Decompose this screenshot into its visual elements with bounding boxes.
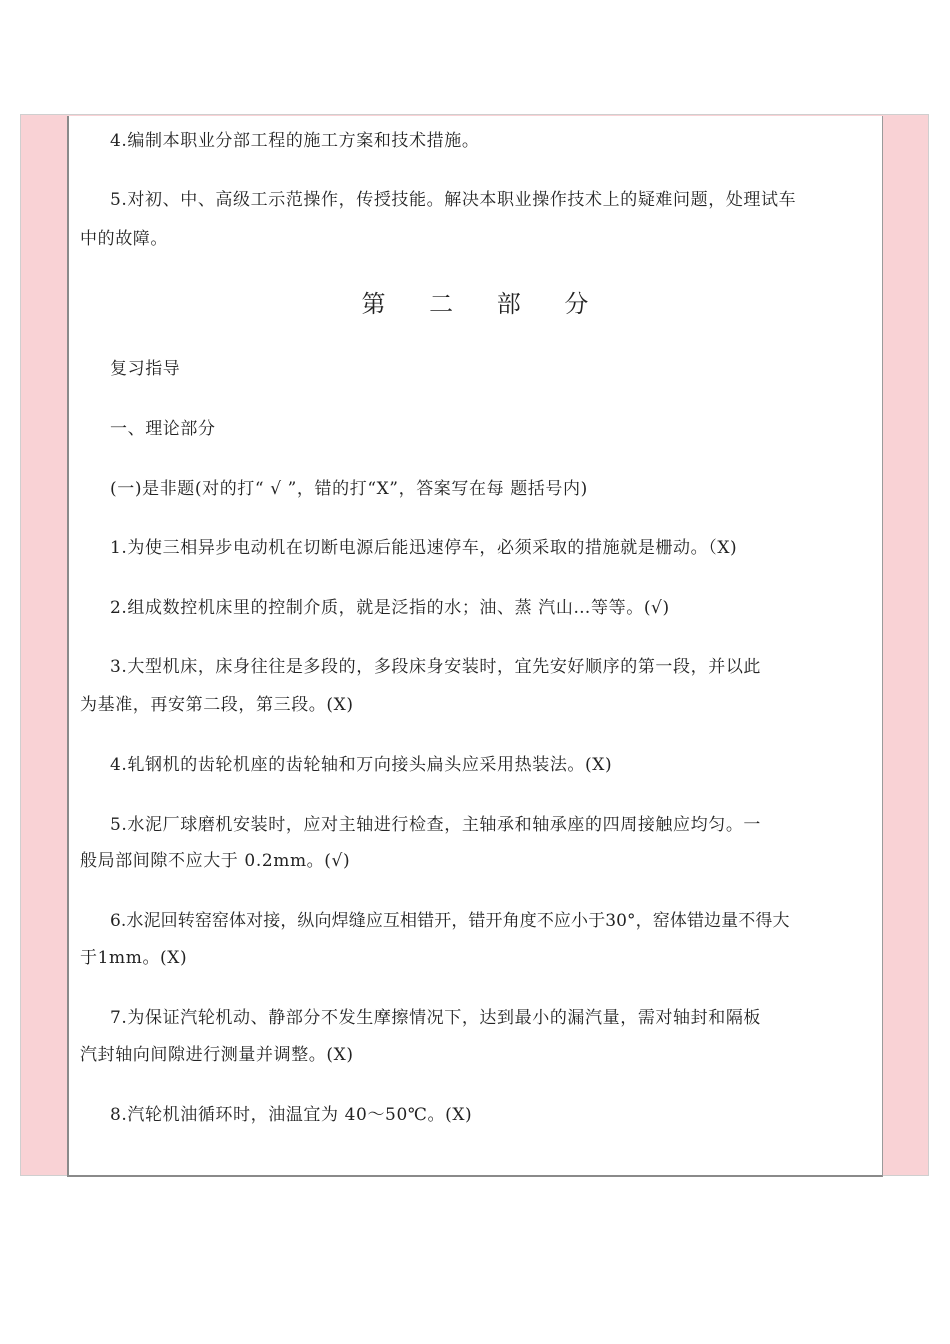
question-4: 4.轧钢机的齿轮机座的齿轮轴和万向接头扁头应采用热装法。(X) (110, 755, 613, 775)
theory-section-heading: 一、理论部分 (110, 419, 216, 439)
item-5-line-1: 5.对初、中、高级工示范操作，传授技能。解决本职业操作技术上的疑难问题，处理试车 (110, 190, 797, 210)
review-guide-heading: 复习指导 (110, 359, 181, 379)
question-8: 8.汽轮机油循环时，油温宜为 40～50℃。(X) (110, 1105, 473, 1125)
question-7-line-2: 汽封轴向间隙进行测量并调整。(X) (80, 1045, 354, 1065)
item-5-line-2: 中的故障。 (80, 229, 168, 249)
item-4: 4.编制本职业分部工程的施工方案和技术措施。 (110, 131, 480, 151)
question-2: 2.组成数控机床里的控制介质，就是泛指的水；油、蒸 汽山…等等。(√) (110, 598, 670, 618)
question-3-line-1: 3.大型机床，床身往往是多段的，多段床身安装时，宜先安好顺序的第一段，并以此 (110, 657, 762, 677)
question-3-line-2: 为基准，再安第二段，第三段。(X) (80, 695, 354, 715)
question-7-line-1: 7.为保证汽轮机动、静部分不发生摩擦情况下，达到最小的漏汽量，需对轴封和隔板 (110, 1008, 762, 1028)
question-1: 1.为使三相异步电动机在切断电源后能迅速停车，必须采取的措施就是栅动。（X) (110, 538, 738, 558)
question-5-line-1: 5.水泥厂球磨机安装时，应对主轴进行检查，主轴承和轴承座的四周接触应均匀。一 (110, 815, 762, 835)
question-6-line-1: 6.水泥回转窑窑体对接，纵向焊缝应互相错开，错开角度不应小于30°，窑体错边量不得大 (110, 911, 790, 931)
question-6-line-2: 于1mm。(X) (80, 948, 188, 968)
part-heading: 第 二 部 分 (361, 290, 607, 318)
true-false-intro: (一)是非题(对的打“ √ ”，错的打“X”，答案写在每 题括号内) (110, 479, 588, 499)
question-5-line-2: 般局部间隙不应大于 0.2mm。(√) (80, 851, 351, 871)
